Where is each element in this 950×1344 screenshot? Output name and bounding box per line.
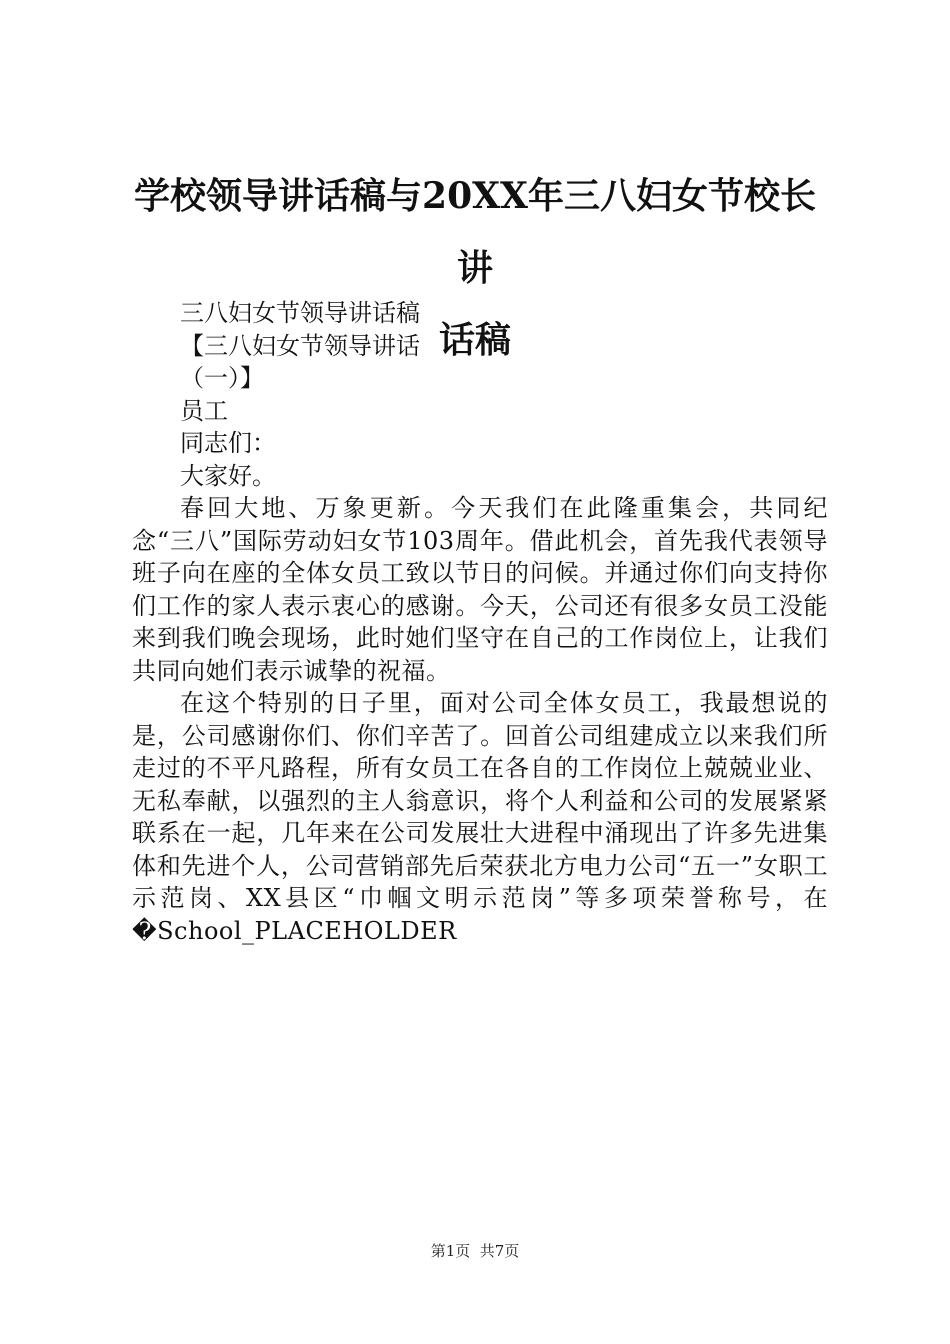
paragraph: 在这个特别的日子里，面对公司全体女员工，我最想说的是，公司感谢你们、你们辛苦了。回首公司组建成立以来我们所走过的不平凡路程，所有女员工在各自的工作岗位上兢兢业业、无私奉献，以强烈的主人翁意识，将个人利益和公司的发展紧紧联系在一起，几年来在公司发展壮大进程中涌现出了许多先进集体和先进个人，公司营销部先后荣获北方电力公司“五一”女职工示范岗、XX县区“巾帼文明示范岗”等多项荣誉称号，在�School_PLACEHOLDER — [132, 689, 828, 945]
title-line-1: 学校领导讲话稿与20XX年三八妇女节校长讲 — [134, 175, 816, 289]
greeting-line: 大家好。 — [180, 461, 276, 490]
salutation-line: 员工 — [180, 396, 228, 425]
heading-line: 三八妇女节领导讲话稿 — [180, 299, 420, 327]
page-number: 第1页 共7页 — [430, 1242, 520, 1260]
heading-line: （一）】 — [180, 364, 264, 392]
document-body — [132, 297, 828, 947]
salutation-line: 同志们： — [180, 429, 276, 457]
paragraph: 春回大地、万象更新。今天我们在此隆重集会，共同纪念“三八”国际劳动妇女节103周年。借此机会，首先我代表领导班子向在座的全体女员工致以节日的问候。并通过你们向支持你们工作的家人表示衷心的感谢。今天，公司还有很多女员工没能来到我们晚会现场，此时她们坚守在自己的工作岗位上，让我们共同向她们表示诚挚的祝福。 — [132, 494, 828, 685]
heading-line: 【三八妇女节领导讲话 — [180, 331, 420, 360]
page-footer — [0, 1241, 950, 1261]
title-line-2: 话稿 — [438, 319, 511, 361]
